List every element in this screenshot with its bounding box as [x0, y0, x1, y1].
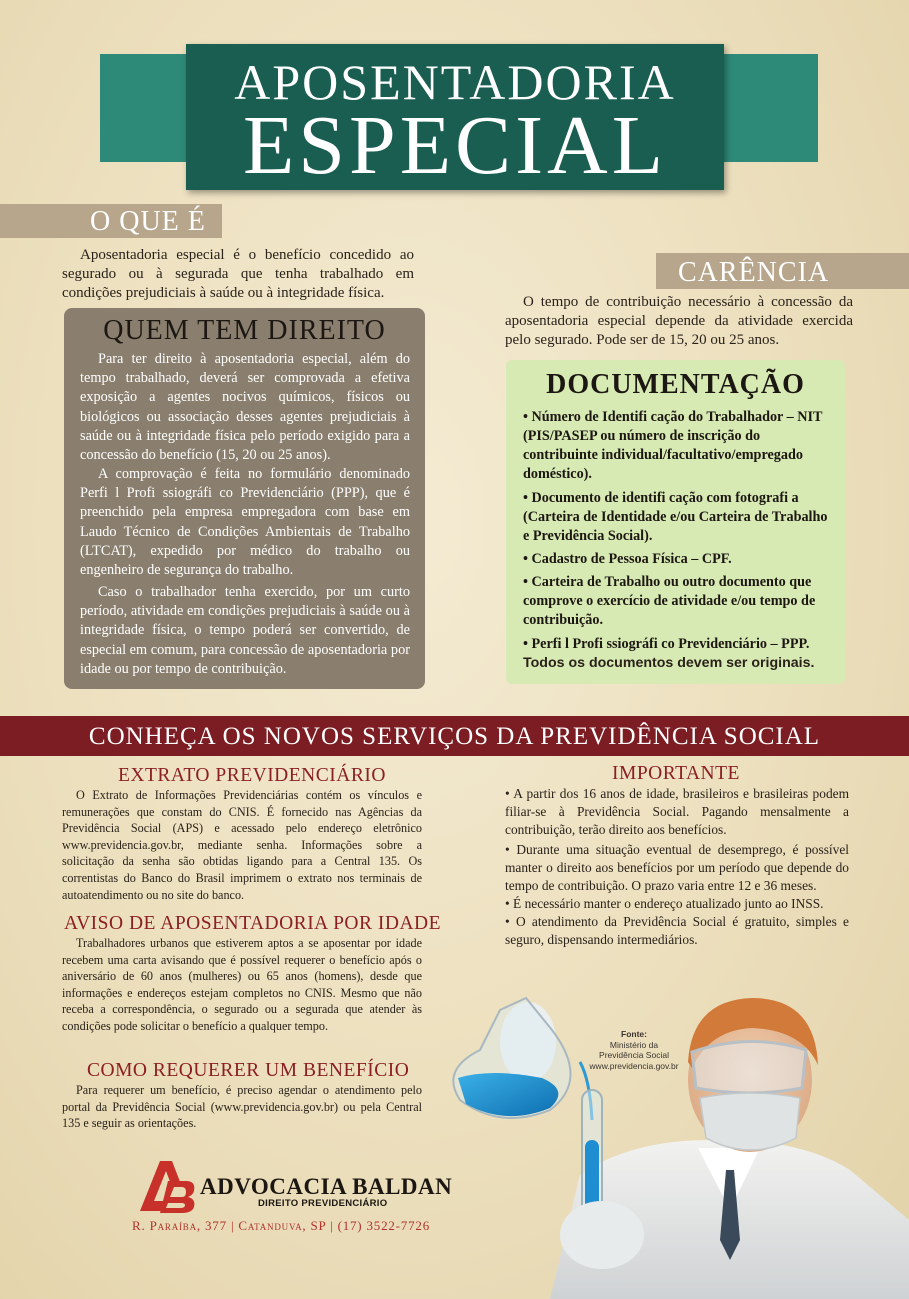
logo-subtitle: DIREITO PREVIDENCIÁRIO: [258, 1198, 388, 1209]
source-line: Ministério da: [609, 1039, 659, 1050]
oque-heading: O QUE É: [90, 206, 206, 237]
page-title-line2: ESPECIAL: [242, 99, 668, 192]
source-credit: [588, 1029, 680, 1071]
importante-item: • A partir dos 16 anos de idade, brasileiros e brasileiras podem filiar-se à Previdência Social. Pagando mensalmente a contribuição, terão direito aos benefícios.: [505, 786, 849, 837]
documentacao-item: • Carteira de Trabalho ou outro documento que comprove o exercício de atividade e/ou tempo de contribuição.: [523, 574, 816, 628]
logo-address: R. Paraíba, 377 | Catanduva, SP | (17) 3522-7726: [132, 1218, 431, 1233]
scientist-illustration: [430, 970, 909, 1299]
importante-item: • Durante uma situação eventual de desemprego, é possível manter o direito aos benefícios por um período que depende do tempo de contribuição. O prazo varia entre 12 e 36 meses.: [505, 842, 849, 893]
advocacia-baldan-logo-icon: [136, 1157, 198, 1215]
quem-paragraph-1: Para ter direito à aposentadoria especial, além do tempo trabalhado, deverá ser comprovada a efetiva exposição a agentes nocivos químicos, físicos ou biológicos ou associação desses agentes prejudiciais à saúde ou à integridade física pelo período exigido para a concessão do benefício (15, 20 ou 25 anos).: [80, 351, 410, 464]
documentacao-item: • Número de Identifi cação do Trabalhador – NIT (PIS/PASEP ou número de inscrição do contribuinte individual/facultativo/empregado doméstico).: [523, 409, 823, 482]
right-hand: [560, 1201, 644, 1269]
importante-item: • É necessário manter o endereço atualizado junto ao INSS.: [505, 896, 824, 911]
quem-paragraph-3: Caso o trabalhador tenha exercido, por um curto período, atividade em condições prejudiciais à saúde ou à integridade física, o tempo poderá ser convertido, de especial em comum, para concessão de aposentadoria por idade ou por tempo de contribuição.: [80, 584, 410, 677]
documentacao-item: • Documento de identifi cação com fotografi a (Carteira de Identidade e/ou Carteira de Trabalho e Previdência Social).: [523, 490, 828, 544]
flask-liquid: [458, 1073, 558, 1116]
surgical-mask-icon: [700, 1093, 800, 1150]
services-banner-title: CONHEÇA OS NOVOS SERVIÇOS DA PREVIDÊNCIA SOCIAL: [88, 723, 821, 750]
page-title-line1: APOSENTADORIA: [234, 54, 676, 110]
quem-tem-direito-heading: QUEM TEM DIREITO: [103, 315, 386, 346]
como-requerer-heading: COMO REQUERER UM BENEFÍCIO: [87, 1060, 410, 1081]
logo-name: ADVOCACIA BALDAN: [200, 1174, 453, 1199]
source-line: Previdência Social: [599, 1050, 669, 1060]
source-url: www.previdencia.gov.br: [589, 1060, 679, 1071]
oque-text: Aposentadoria especial é o benefício concedido ao segurado ou à segurada que tenha trabalhado em condições prejudiciais à saúde ou à integridade física.: [62, 247, 414, 301]
safety-goggles-icon: [692, 1041, 806, 1093]
aviso-text: Trabalhadores urbanos que estiverem aptos a se aposentar por idade recebem uma carta avisando que é possível requerer o benefício após o aniversário de 60 anos (mulheres) ou 65 anos (homens), desde que informações e endereços estejam completos no CNIS. Mesmo que não receba a correspondência, o segurado ou a segurada que atender às condições pode solicitar o benefício a qualquer tempo.: [62, 936, 422, 1033]
documentacao-heading: DOCUMENTAÇÃO: [546, 369, 805, 400]
como-requerer-text: Para requerer um benefício, é preciso agendar o atendimento pelo portal da Previdência Social (www.previdencia.gov.br) ou pela Central 135 e seguir as orientações.: [62, 1083, 422, 1131]
extrato-text: O Extrato de Informações Previdenciárias contém os vínculos e remunerações que constam do CNIS. É fornecido nas Agências da Previdência Social (APS) e acessado pelo endereço eletrônico www.previdencia.gov.br, mediante senha. Informações sobre a solicitação da senha são obtidas ligando para a Central 135. Os correntistas do Banco do Brasil imprimem o extrato nos terminais de autoatendimento ou no site do banco.: [62, 788, 422, 902]
documentacao-final-note: Todos os documentos devem ser originais.: [523, 655, 815, 671]
importante-heading: IMPORTANTE: [612, 763, 740, 784]
source-label: Fonte:: [621, 1029, 647, 1039]
aviso-heading: AVISO DE APOSENTADORIA POR IDADE: [64, 913, 442, 934]
quem-paragraph-2: A comprovação é feita no formulário denominado Perfi l Profi ssiográfi co Previdenciário (PPP), que é preenchido pela empresa empregadora com base em Laudo Técnico de Condições Ambientais de Trabalho (LTCAT), expedido por médico do trabalho ou engenheiro de segurança do trabalho.: [80, 466, 410, 579]
extrato-heading: EXTRATO PREVIDENCIÁRIO: [118, 765, 386, 786]
documentacao-item: • Cadastro de Pessoa Física – CPF.: [523, 551, 732, 567]
carencia-text: O tempo de contribuição necessário à concessão da aposentadoria especial depende da atividade exercida pelo segurado. Pode ser de 15, 20 ou 25 anos.: [505, 294, 853, 348]
carencia-heading: CARÊNCIA: [678, 257, 830, 288]
importante-item: • O atendimento da Previdência Social é gratuito, simples e seguro, dispensando intermediários.: [505, 914, 849, 947]
documentacao-item: • Perfi l Profi ssiográfi co Previdenciário – PPP.: [523, 636, 810, 652]
